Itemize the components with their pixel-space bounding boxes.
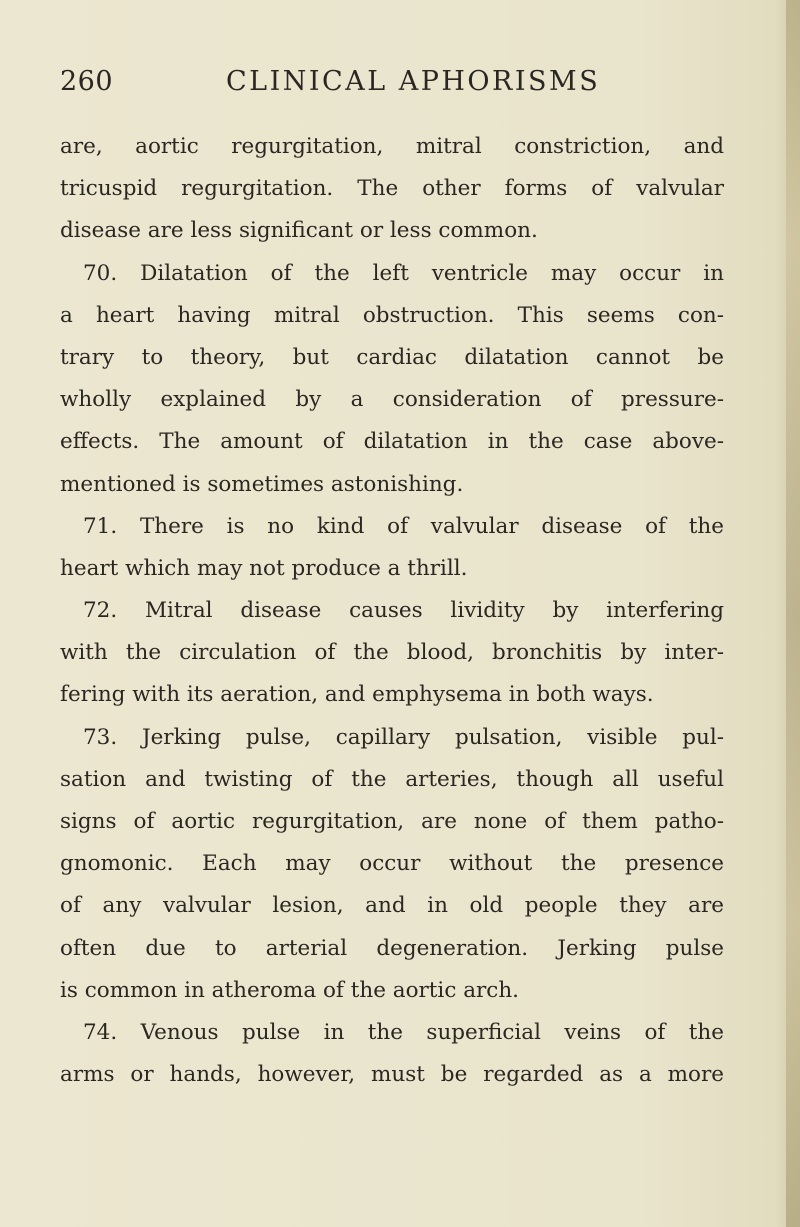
text-line: effects. The amount of dilatation in the case above- [60, 429, 724, 455]
text-line: heart which may not produce a thrill. [60, 555, 468, 581]
text-line: 72. Mitral disease causes lividity by interfering [83, 598, 724, 624]
text-line: is common in atheroma of the aortic arch. [60, 977, 520, 1003]
text-line: of any valvular lesion, and in old people they are [60, 893, 724, 919]
body-text [60, 126, 724, 1096]
text-line: often due to arterial degeneration. Jerking pulse [60, 935, 724, 961]
page-edge-shadow [786, 0, 800, 1227]
text-line: gnomonic. Each may occur without the presence [60, 851, 724, 877]
text-line: arms or hands, however, must be regarded as a more [60, 1062, 724, 1088]
page-number: 260 [60, 66, 114, 97]
text-line: tricuspid regurgitation. The other forms of valvular [60, 176, 724, 202]
text-line: 70. Dilatation of the left ventricle may occur in [83, 260, 724, 286]
text-line: fering with its aeration, and emphysema in both ways. [60, 682, 654, 708]
text-line: are, aortic regurgitation, mitral constriction, and [60, 134, 724, 159]
text-line: 73. Jerking pulse, capillary pulsation, visible pul- [83, 724, 724, 750]
text-line: trary to theory, but cardiac dilatation cannot be [60, 344, 724, 370]
text-line: 71. There is no kind of valvular disease of the [83, 513, 724, 539]
text-line: disease are less significant or less common. [60, 218, 538, 244]
text-line: with the circulation of the blood, bronchitis by inter- [60, 640, 724, 666]
text-line: signs of aortic regurgitation, are none of them patho- [60, 809, 724, 834]
text-line: 74. Venous pulse in the superficial veins of the [83, 1019, 724, 1045]
page-header [60, 66, 720, 106]
running-title: CLINICAL APHORISMS [226, 66, 601, 97]
text-line: a heart having mitral obstruction. This seems con- [60, 302, 724, 328]
text-line: sation and twisting of the arteries, though all useful [60, 766, 724, 792]
text-line: mentioned is sometimes astonishing. [60, 471, 464, 497]
text-line: wholly explained by a consideration of pressure- [60, 387, 724, 413]
